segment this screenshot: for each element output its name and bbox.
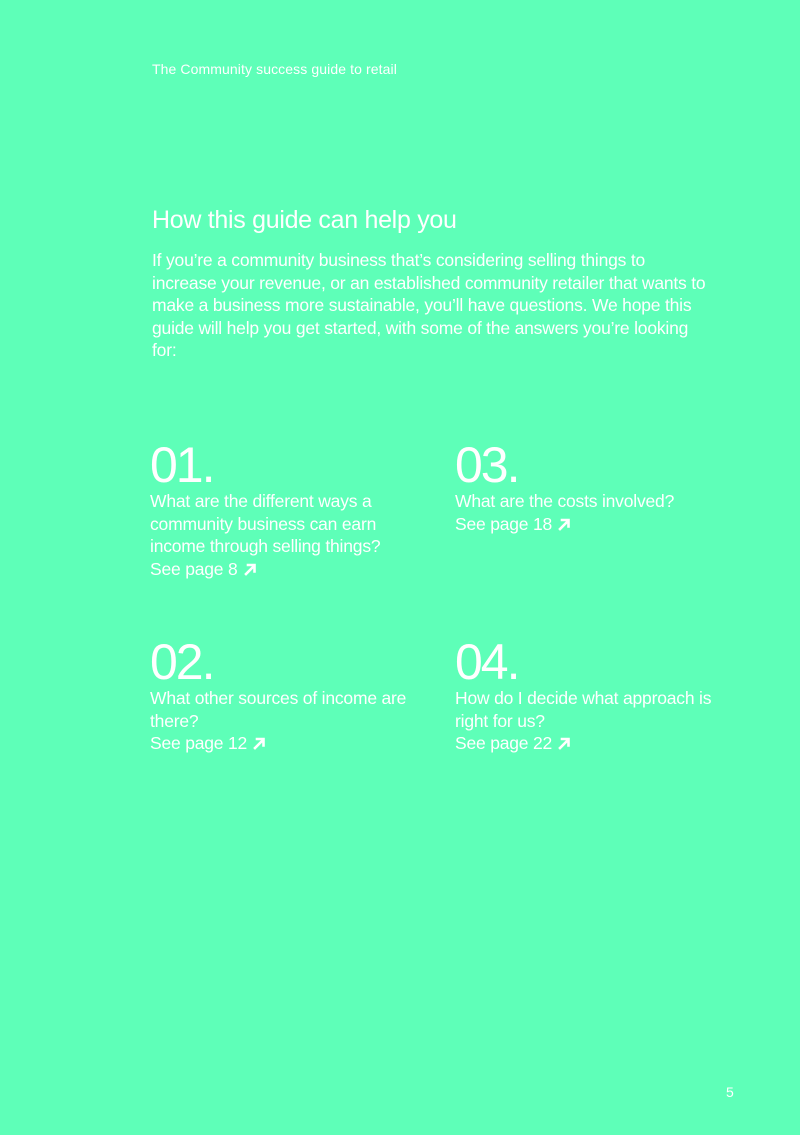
item-question: What are the costs involved? (455, 491, 675, 511)
running-header: The Community success guide to retail (152, 61, 397, 77)
item-question: What other sources of income are there? (150, 688, 407, 731)
item-question: How do I decide what approach is right for us? (455, 688, 712, 731)
guide-item-01 (150, 437, 410, 580)
item-question: What are the different ways a community business can earn income through selling things? (150, 491, 381, 556)
intro-section (152, 205, 712, 362)
arrow-up-right-icon (557, 517, 571, 531)
see-page-link-label: See page 8 (150, 558, 238, 579)
see-page-link[interactable] (455, 513, 571, 536)
see-page-link[interactable] (455, 732, 571, 755)
item-number: 02. (150, 634, 214, 690)
section-title: How this guide can help you (152, 206, 457, 234)
item-number: 03. (455, 437, 519, 493)
intro-paragraph: If you’re a community business that’s considering selling things to increase your revenue, or an established community retailer that wants to make a business more sustainable, you’ll have questions. We hope this guide will help you get started, with some of the answers you’re looking for: (152, 250, 706, 360)
see-page-link[interactable] (150, 732, 266, 755)
guide-item-02 (150, 634, 410, 755)
arrow-up-right-icon (557, 736, 571, 750)
see-page-link[interactable] (150, 558, 257, 581)
guide-item-03 (455, 437, 715, 535)
see-page-link-label: See page 22 (455, 733, 553, 753)
item-number: 04. (455, 634, 519, 690)
see-page-link-label: See page 12 (150, 733, 248, 753)
page-number: 5 (726, 1084, 734, 1100)
arrow-up-right-icon (252, 736, 266, 750)
guide-item-04 (455, 634, 715, 755)
see-page-link-label: See page 18 (455, 513, 553, 534)
item-number: 01. (150, 437, 214, 493)
arrow-up-right-icon (243, 562, 257, 576)
